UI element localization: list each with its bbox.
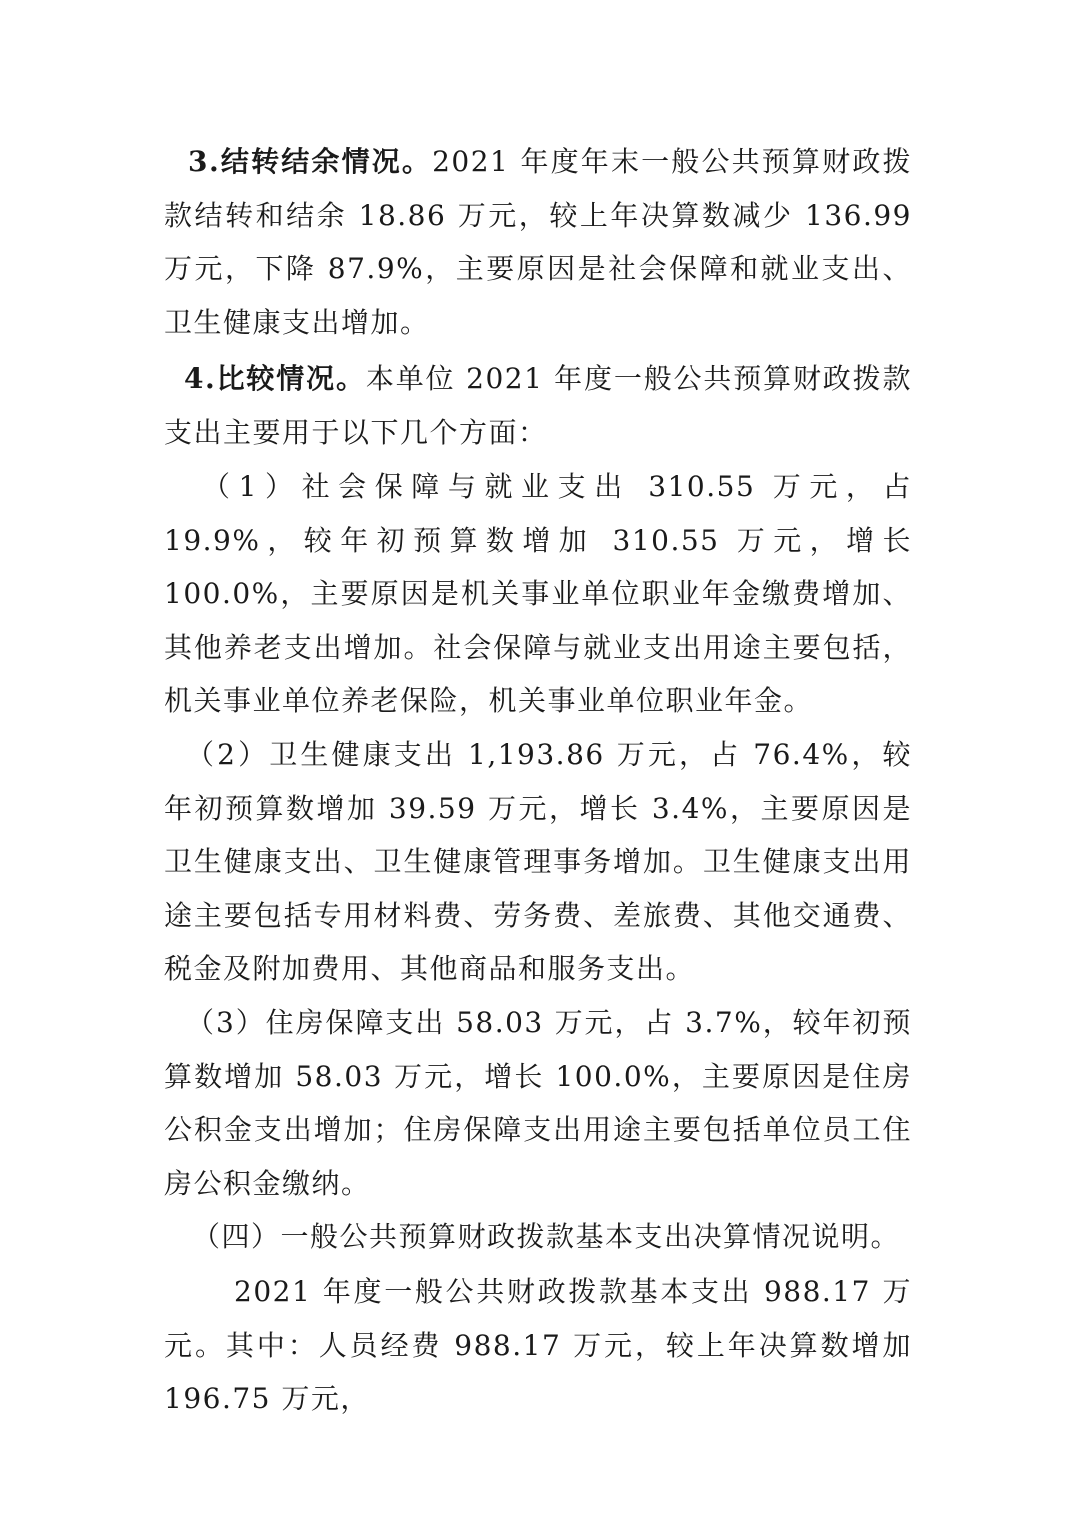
paragraph-housing bbox=[164, 996, 912, 1210]
paragraph-text: （1）社会保障与就业支出 310.55 万元，占 19.9%，较年初预算数增加 310.55 万元，增长 100.0%，主要原因是机关事业单位职业年金缴费增加、其他养老支出增加。社会保障与就业支出用途主要包括，机关事业单位养老保险，机关事业单位职业年金。 bbox=[164, 470, 912, 717]
paragraph-social-security bbox=[164, 460, 912, 728]
paragraph-health bbox=[164, 728, 912, 996]
paragraph-text: 2021 年度一般公共财政拨款基本支出 988.17 万元。其中：人员经费 988.17 万元，较上年决算数增加 196.75 万元， bbox=[164, 1275, 912, 1415]
paragraph-lead: 3.结转结余情况。 bbox=[188, 145, 433, 178]
paragraph-comparison bbox=[164, 352, 912, 459]
paragraph-carryover-balance bbox=[164, 135, 912, 349]
paragraph-lead: 4.比较情况。 bbox=[184, 362, 366, 395]
paragraph-text: （3）住房保障支出 58.03 万元，占 3.7%，较年初预算数增加 58.03 万元，增长 100.0%，主要原因是住房公积金支出增加；住房保障支出用途主要包括单位员工住房公积金缴纳。 bbox=[164, 1006, 912, 1200]
section-heading: （四）一般公共预算财政拨款基本支出决算情况说明。 bbox=[192, 1220, 901, 1253]
paragraph-text: 2021 年度年末一般公共预算财政拨款结转和结余 18.86 万元，较上年决算数减少 136.99 万元，下降 87.9%，主要原因是社会保障和就业支出、卫生健康支出增加。 bbox=[164, 145, 912, 339]
paragraph-text: 本单位 2021 年度一般公共预算财政拨款支出主要用于以下几个方面： bbox=[164, 362, 913, 449]
paragraph-text: （2）卫生健康支出 1,193.86 万元，占 76.4%，较年初预算数增加 39.59 万元，增长 3.4%，主要原因是卫生健康支出、卫生健康管理事务增加。卫生健康支出用途主要包括专用材料费、劳务费、差旅费、其他交通费、税金及附加费用、其他商品和服务支出。 bbox=[164, 738, 912, 985]
paragraph-basic-expenditure bbox=[164, 1265, 912, 1426]
